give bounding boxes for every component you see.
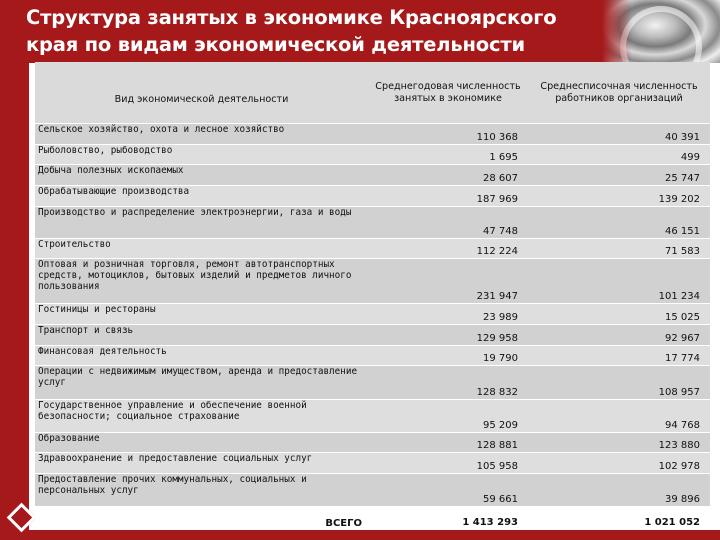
row-payroll-cell: 39 896 <box>528 474 710 507</box>
row-employed-cell: 110 368 <box>368 124 528 145</box>
row-employed-cell: 231 947 <box>368 259 528 304</box>
table-row <box>35 186 710 207</box>
row-activity-cell: Государственное управление и обеспечение военной безопасности; социальное страхование <box>35 400 368 433</box>
table-row <box>35 124 710 145</box>
row-employed-cell: 47 748 <box>368 207 528 239</box>
row-activity-cell: Оптовая и розничная торговля, ремонт автотранспортных средств, мотоциклов, бытовых изделий и предметов личного пользования <box>35 259 368 304</box>
row-activity-cell: Гостиницы и рестораны <box>35 304 368 325</box>
row-employed-cell: 59 661 <box>368 474 528 507</box>
table-row <box>35 259 710 304</box>
table-row <box>35 239 710 259</box>
title-bar <box>0 0 720 63</box>
row-activity-cell: Операции с недвижимым имуществом, аренда и предоставление услуг <box>35 366 368 400</box>
row-employed-cell: 105 958 <box>368 453 528 474</box>
table-header-row <box>35 62 710 124</box>
table-row <box>35 453 710 474</box>
row-payroll-cell: 71 583 <box>528 239 710 259</box>
row-payroll-cell: 94 768 <box>528 400 710 433</box>
table-row <box>35 346 710 366</box>
row-employed-cell: 1 695 <box>368 145 528 165</box>
row-employed-cell: 128 881 <box>368 433 528 453</box>
row-activity-cell: Финансовая деятельность <box>35 346 368 366</box>
table-row <box>35 207 710 239</box>
header-activity: Вид экономической деятельности <box>35 62 368 124</box>
row-employed-cell: 112 224 <box>368 239 528 259</box>
row-activity-cell: Предоставление прочих коммунальных, социальных и персональных услуг <box>35 474 368 507</box>
table-row <box>35 325 710 346</box>
row-activity-cell: Обрабатывающие производства <box>35 186 368 207</box>
row-payroll-cell: 46 151 <box>528 207 710 239</box>
row-payroll-cell: 15 025 <box>528 304 710 325</box>
slide-title-line-1: Структура занятых в экономике Красноярского <box>26 6 557 29</box>
table-row <box>35 304 710 325</box>
table-row <box>35 366 710 400</box>
row-employed-cell: 23 989 <box>368 304 528 325</box>
header-employed: Среднегодовая численность занятых в экономике <box>368 62 528 124</box>
row-activity-cell: Строительство <box>35 239 368 259</box>
header-payroll: Среднесписочная численность работников организаций <box>528 62 710 124</box>
employment-table-container <box>35 62 710 529</box>
employment-table <box>35 62 710 529</box>
total-employed: 1 413 293 <box>368 507 528 529</box>
row-employed-cell: 128 832 <box>368 366 528 400</box>
row-payroll-cell: 92 967 <box>528 325 710 346</box>
table-row <box>35 400 710 433</box>
row-activity-cell: Образование <box>35 433 368 453</box>
table-row <box>35 165 710 186</box>
row-payroll-cell: 25 747 <box>528 165 710 186</box>
header-decorative-image <box>602 0 720 63</box>
row-employed-cell: 129 958 <box>368 325 528 346</box>
row-payroll-cell: 40 391 <box>528 124 710 145</box>
row-activity-cell: Сельское хозяйство, охота и лесное хозяйство <box>35 124 368 145</box>
left-accent-bar <box>0 63 29 540</box>
slide-title <box>26 4 586 58</box>
slide-title-line-2: края по видам экономической деятельности <box>26 33 525 56</box>
table-row <box>35 433 710 453</box>
total-label: ВСЕГО <box>35 507 368 529</box>
table-row <box>35 145 710 165</box>
row-payroll-cell: 499 <box>528 145 710 165</box>
row-payroll-cell: 101 234 <box>528 259 710 304</box>
table-total-row <box>35 507 710 529</box>
row-employed-cell: 28 607 <box>368 165 528 186</box>
row-employed-cell: 19 790 <box>368 346 528 366</box>
row-payroll-cell: 102 978 <box>528 453 710 474</box>
table-row <box>35 474 710 507</box>
row-payroll-cell: 123 880 <box>528 433 710 453</box>
row-activity-cell: Производство и распределение электроэнергии, газа и воды <box>35 207 368 239</box>
row-activity-cell: Добыча полезных ископаемых <box>35 165 368 186</box>
row-activity-cell: Здравоохранение и предоставление социальных услуг <box>35 453 368 474</box>
row-payroll-cell: 139 202 <box>528 186 710 207</box>
row-activity-cell: Рыболовство, рыбоводство <box>35 145 368 165</box>
bottom-accent-bar <box>0 530 720 540</box>
total-payroll: 1 021 052 <box>528 507 710 529</box>
table-body <box>35 124 710 529</box>
row-payroll-cell: 17 774 <box>528 346 710 366</box>
row-payroll-cell: 108 957 <box>528 366 710 400</box>
row-activity-cell: Транспорт и связь <box>35 325 368 346</box>
row-employed-cell: 95 209 <box>368 400 528 433</box>
row-employed-cell: 187 969 <box>368 186 528 207</box>
